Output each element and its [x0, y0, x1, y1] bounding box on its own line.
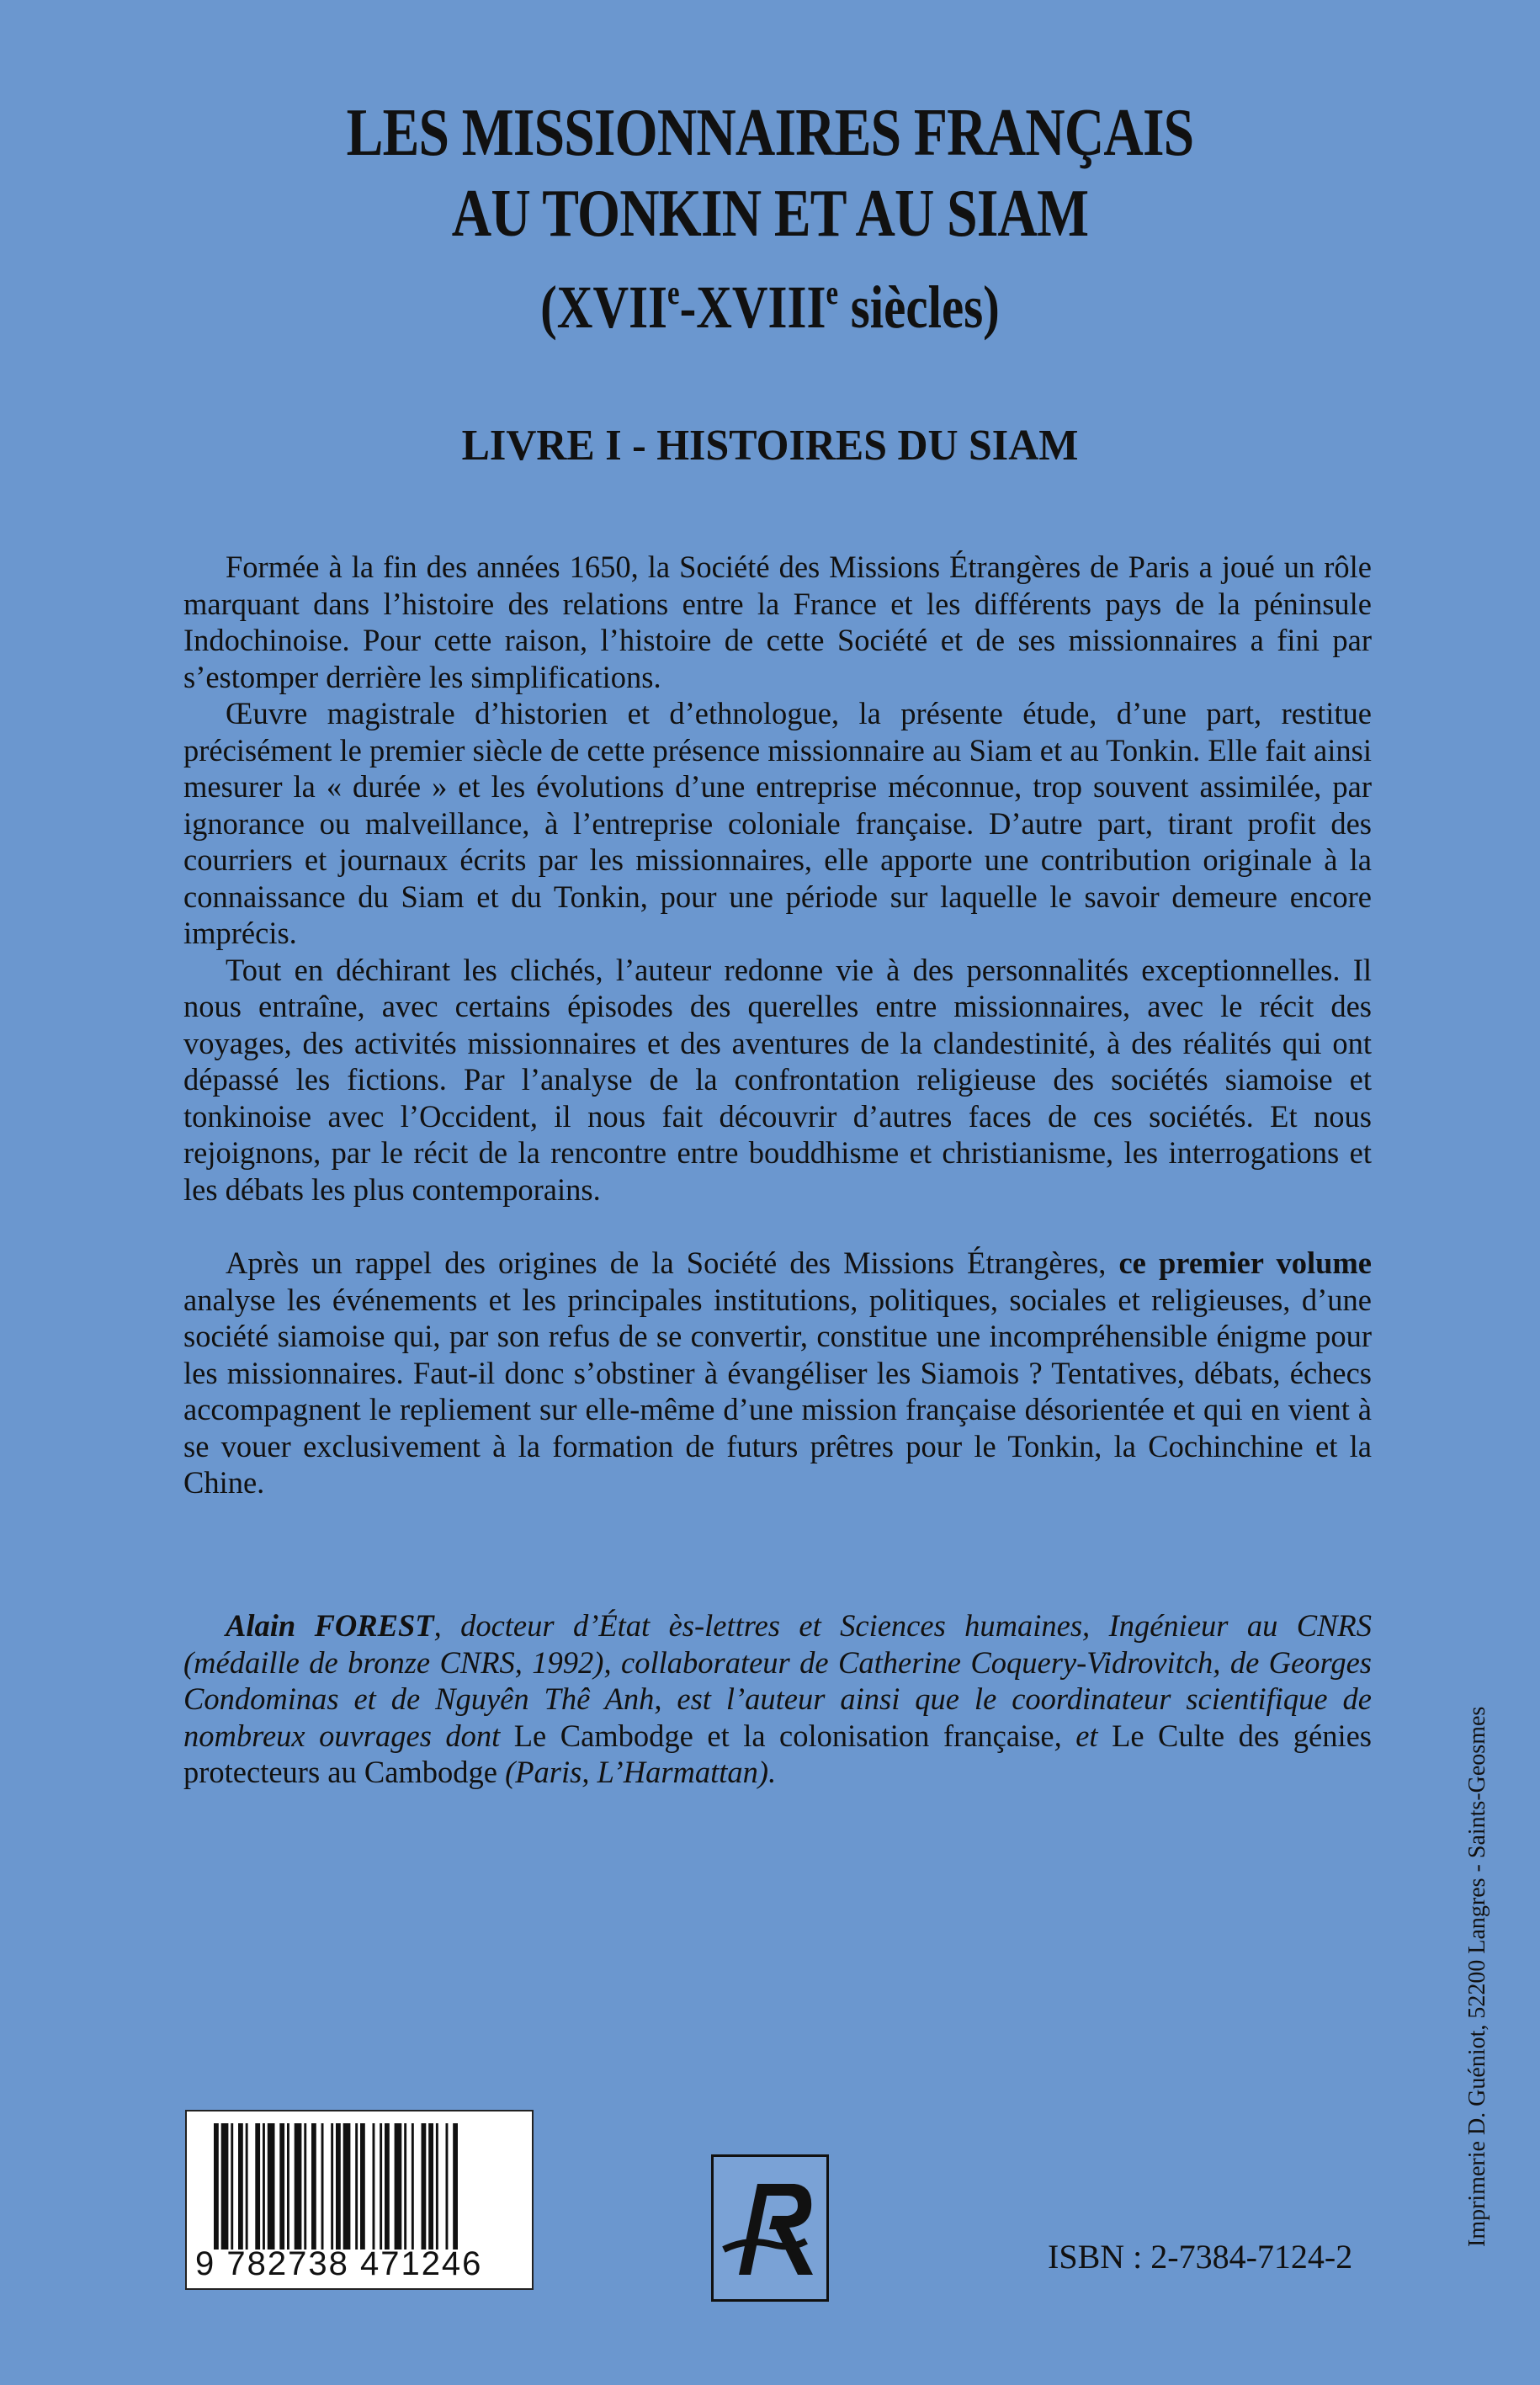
volume-heading: LIVRE I - HISTOIRES DU SIAM: [461, 422, 1079, 470]
subtitle-mid: -XVIII: [679, 274, 826, 341]
book-title-line-2: AU TONKIN ET AU SIAM: [451, 177, 1089, 251]
barcode-bar: [373, 2123, 375, 2250]
barcode-bar: [422, 2123, 427, 2250]
author-book-2: Le Culte des génies protecteurs au Cambodge: [183, 1718, 1372, 1789]
barcode-bar: [360, 2123, 365, 2250]
author-last-name: FOREST: [314, 1608, 434, 1643]
author-bio: [183, 1607, 1372, 1791]
subtitle-sup-2: e: [826, 274, 839, 311]
publisher-logo-icon: [714, 2157, 826, 2299]
barcode-bar: [343, 2123, 351, 2250]
barcode-bar: [428, 2123, 433, 2250]
blurb-paragraph-3: Tout en déchirant les clichés, l’auteur redonne vie à des personnalités exceptionnelles. Il nous entraîne, avec certains épisodes des querelles entre missionnaires, avec le récit des voyages, des activités missionnaires et des aventures de la clandestinité, à des réalités qui ont dépassé les fictions. Par l’analyse de la confrontation religieuse des sociétés siamoise et tonkinoise avec l’Occident, il nous fait découvrir d’autres faces de ces sociétés. Et nous rejoignons, par le récit de la rencontre entre bouddhisme et christianisme, les interrogations et les débats les plus contemporains.: [183, 952, 1372, 1207]
author-book-1: Le Cambodge et la colonisation française: [513, 1718, 1054, 1753]
barcode-bar: [255, 2123, 260, 2250]
barcode-bar: [214, 2123, 219, 2250]
blurb-p4-end: analyse les événements et les principales institutions, politiques, sociales et religieuses, d’une société siamoise qui, par son refus de se convertir, constitue une incompréhensible énigme pour les missionnaires. Faut-il donc s’obstiner à évangéliser les Siamois ? Tentatives, débats, échecs accompagnent le repliement sur elle-même d’une mission française désorientée et qui en vient à se vouer exclusivement à la formation de futurs prêtres pour le Tonkin, la Cochinchine et la Chine.: [183, 1282, 1372, 1500]
barcode-bar: [287, 2123, 289, 2250]
barcode-bar: [380, 2123, 382, 2250]
barcode-bar: [331, 2123, 333, 2250]
barcode-digits: 9 782738 471246: [195, 2245, 483, 2282]
author-bio-2: , et: [1054, 1718, 1113, 1753]
barcode-bar: [263, 2123, 265, 2250]
barcode-bar: [238, 2123, 243, 2250]
title-block: [0, 93, 1540, 346]
barcode-bar: [321, 2123, 324, 2250]
blurb-p4-start: Après un rappel des origines de la Société des Missions Étrangères,: [226, 1246, 1119, 1280]
barcode-bar: [268, 2123, 275, 2250]
barcode-bar: [231, 2123, 233, 2250]
barcode-bar: [246, 2123, 248, 2250]
barcode: [185, 2110, 534, 2290]
barcode-bar: [395, 2123, 402, 2250]
author-paragraph: [183, 1607, 1372, 1791]
barcode-bar: [221, 2123, 229, 2250]
barcode-bar: [295, 2123, 302, 2250]
book-subtitle: [139, 254, 1402, 346]
barcode-bar: [304, 2123, 306, 2250]
blurb-p4-bold: ce premier volume: [1118, 1246, 1372, 1280]
barcode-bars: [214, 2123, 517, 2250]
blurb-paragraph-4: [183, 1245, 1372, 1501]
subtitle-open: (XVII: [540, 274, 668, 341]
barcode-bar: [412, 2123, 414, 2250]
barcode-bar: [336, 2123, 341, 2250]
barcode-bar: [311, 2123, 316, 2250]
author-bio-1: , docteur d’État ès-lettres et Sciences humaines, Ingénieur au CNRS (médaille de bronze CNRS, 1992), collaborateur de Catherine Coquery-Vidrovitch, de Georges Condominas et de Nguyên Thê Anh, est l’auteur ainsi que le coordinateur scientifique de nombreux ouvrages dont: [183, 1608, 1372, 1753]
barcode-bar: [453, 2123, 458, 2250]
subtitle-close: siècles): [838, 274, 1000, 341]
publisher-logo: [711, 2154, 829, 2302]
subtitle-sup-1: e: [667, 274, 680, 311]
barcode-bar: [446, 2123, 449, 2250]
barcode-bar: [385, 2123, 390, 2250]
author-first-name: Alain: [226, 1608, 315, 1643]
printer-credit: Imprimerie D. Guéniot, 52200 Langres - Saints-Geosmes: [1464, 1706, 1490, 2247]
author-bio-3: (Paris, L’Harmattan).: [497, 1755, 777, 1789]
barcode-bar: [436, 2123, 438, 2250]
isbn: ISBN : 2-7384-7124-2: [1048, 2238, 1353, 2276]
barcode-bar: [279, 2123, 284, 2250]
barcode-bar: [404, 2123, 406, 2250]
barcode-bar: [355, 2123, 358, 2250]
blurb: [183, 549, 1372, 1501]
blurb-paragraph-2: Œuvre magistrale d’historien et d’ethnologue, la présente étude, d’une part, restitue précisément le premier siècle de cette présence missionnaire au Siam et au Tonkin. Elle fait ainsi mesurer la « durée » et les évolutions d’une entreprise méconnue, trop souvent assimilée, par ignorance ou malveillance, à l’entreprise coloniale française. D’autre part, tirant profit des courriers et journaux écrits par les missionnaires, elle apporte une contribution originale à la connaissance du Siam et du Tonkin, pour une période sur laquelle le savoir demeure encore imprécis.: [183, 696, 1372, 950]
blurb-paragraph-1: Formée à la fin des années 1650, la Société des Missions Étrangères de Paris a joué un rôle marquant dans l’histoire des relations entre la France et les différents pays de la péninsule Indochinoise. Pour cette raison, l’histoire de cette Société et de ses missionnaires a fini par s’estomper derrière les simplifications.: [183, 550, 1372, 694]
book-title-line-1: LES MISSIONNAIRES FRANÇAIS: [346, 96, 1194, 170]
